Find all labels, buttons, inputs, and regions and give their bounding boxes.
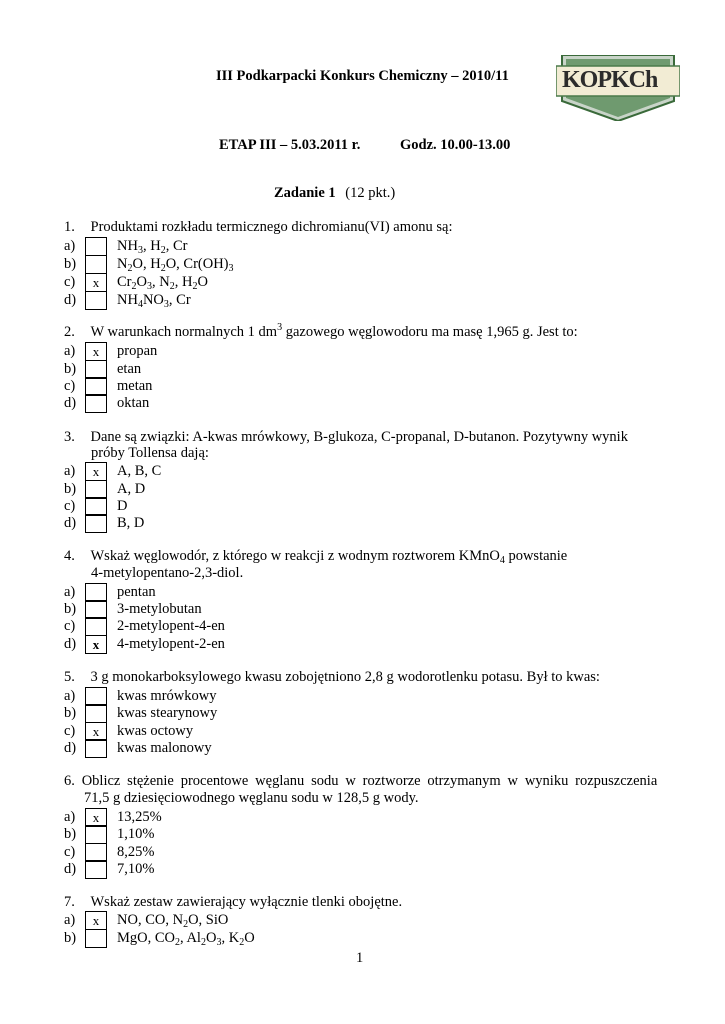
answer-label: b) <box>64 826 77 842</box>
question-4 <box>64 548 567 565</box>
answer-text: 2-metylopent-4-en <box>117 618 225 634</box>
answer-label: a) <box>64 238 76 254</box>
answer-checkbox[interactable] <box>85 929 107 948</box>
answer-label: b) <box>64 481 77 497</box>
question-text-line1: Dane są związki: A-kwas mrówkowy, B-glukoza, C-propanal, D-butanon. Pozytywny wynik <box>90 429 628 445</box>
answer-label: b) <box>64 256 77 272</box>
answer-checkbox[interactable] <box>85 255 107 274</box>
question-number: 6. <box>64 773 75 789</box>
answer-checkbox[interactable] <box>85 291 107 310</box>
question-number: 2. <box>64 324 75 340</box>
answer-text: kwas octowy <box>117 723 194 739</box>
answer-label: c) <box>64 723 76 739</box>
answer-text: NO, CO, $N_2O$, SiO <box>117 912 229 930</box>
answer-label: d) <box>64 292 77 308</box>
answer-checkbox[interactable] <box>85 394 107 413</box>
answer-text: oktan <box>117 395 150 411</box>
answer-checkbox[interactable] <box>85 514 107 533</box>
question-number: 4. <box>64 548 75 564</box>
answer-label: a) <box>64 584 76 600</box>
question-text-line1: Wskaż węglowodór, z którego w reakcji z wodnym roztworem KMnO$_4$ powstanie <box>90 548 568 566</box>
answer-label: c) <box>64 378 76 394</box>
answer-checkbox[interactable]: x <box>85 273 107 292</box>
question-number: 3. <box>64 429 75 445</box>
answer-label: a) <box>64 809 76 825</box>
question-6 <box>64 773 657 790</box>
answer-checkbox[interactable] <box>85 617 107 636</box>
question-text: W warunkach normalnych 1 $dm^3$ gazowego węglowodoru ma masę 1,965 g. Jest to: <box>90 322 578 340</box>
answer-text: MgO, $CO_2$, $Al_2O_3$, $K_2O$ <box>117 930 255 948</box>
answer-text: A, D <box>117 481 146 497</box>
answer-text: 3-metylobutan <box>117 601 202 617</box>
answer-text: metan <box>117 378 153 394</box>
question-6-line2: 71,5 g dziesięciowodnego węglanu sodu w 128,5 g wody. <box>84 790 419 806</box>
answer-text: etan <box>117 361 142 377</box>
stage-label: ETAP III – 5.03.2011 r. <box>219 137 361 153</box>
answer-label: c) <box>64 274 76 290</box>
answer-text: $N_2O$, $H_2O$, $Cr(OH)_3$ <box>117 256 234 274</box>
logo-text: KOPKCh <box>562 67 658 93</box>
answer-text: $NH_4NO_3$, Cr <box>117 292 191 310</box>
answer-label: c) <box>64 498 76 514</box>
answer-text: 4-metylopent-2-en <box>117 636 225 652</box>
answer-label: c) <box>64 844 76 860</box>
answer-checkbox[interactable] <box>85 739 107 758</box>
answer-label: b) <box>64 705 77 721</box>
answer-label: a) <box>64 912 76 928</box>
question-1 <box>64 219 453 236</box>
answer-label: d) <box>64 395 77 411</box>
kopkch-logo <box>556 55 680 121</box>
question-text: Wskaż zestaw zawierający wyłącznie tlenki obojętne. <box>90 894 403 910</box>
question-4-line2: 4-metylopentano-2,3-diol. <box>91 565 244 581</box>
question-3-line2: próby Tollensa dają: <box>91 445 209 461</box>
answer-text: 1,10% <box>117 826 155 842</box>
time-label: Godz. 10.00-13.00 <box>400 137 511 153</box>
answer-label: c) <box>64 618 76 634</box>
answer-checkbox[interactable]: x <box>85 462 107 481</box>
question-3 <box>64 429 628 446</box>
answer-checkbox[interactable]: x <box>85 635 107 654</box>
answer-checkbox[interactable]: x <box>85 911 107 930</box>
answer-text: pentan <box>117 584 156 600</box>
question-number: 7. <box>64 894 75 910</box>
answer-checkbox[interactable] <box>85 825 107 844</box>
answer-checkbox[interactable]: x <box>85 808 107 827</box>
answer-label: d) <box>64 515 77 531</box>
answer-label: d) <box>64 740 77 756</box>
page-title: III Podkarpacki Konkurs Chemiczny – 2010/11 <box>216 68 509 84</box>
question-7 <box>64 894 402 911</box>
answer-label: a) <box>64 343 76 359</box>
answer-label: d) <box>64 861 77 877</box>
answer-label: d) <box>64 636 77 652</box>
answer-label: b) <box>64 930 77 946</box>
answer-checkbox[interactable]: x <box>85 342 107 361</box>
answer-text: kwas malonowy <box>117 740 212 756</box>
answer-text: propan <box>117 343 158 359</box>
answer-label: a) <box>64 688 76 704</box>
answer-label: a) <box>64 463 76 479</box>
task-points: (12 pkt.) <box>345 185 396 201</box>
answer-checkbox[interactable] <box>85 237 107 256</box>
answer-label: b) <box>64 361 77 377</box>
question-5 <box>64 669 600 686</box>
page-number: 1 <box>356 950 364 966</box>
question-text: Produktami rozkładu termicznego dichromianu(VI) amonu są: <box>90 219 453 235</box>
answer-text: D <box>117 498 128 514</box>
answer-text: kwas stearynowy <box>117 705 218 721</box>
answer-label: b) <box>64 601 77 617</box>
question-number: 1. <box>64 219 75 235</box>
answer-text: B, D <box>117 515 145 531</box>
answer-text: A, B, C <box>117 463 162 479</box>
question-text: 3 g monokarboksylowego kwasu zobojętniono 2,8 g wodorotlenku potasu. Był to kwas: <box>90 669 600 685</box>
answer-text: 13,25% <box>117 809 162 825</box>
answer-checkbox[interactable]: x <box>85 722 107 741</box>
answer-text: $Cr_2O_3$, $N_2$, $H_2O$ <box>117 274 208 292</box>
question-2 <box>64 324 578 341</box>
answer-text: kwas mrówkowy <box>117 688 217 704</box>
answer-checkbox[interactable] <box>85 704 107 723</box>
task-heading <box>274 185 395 202</box>
task-title: Zadanie 1 <box>274 185 336 201</box>
answer-text: 7,10% <box>117 861 155 877</box>
question-text-line1: Oblicz stężenie procentowe węglanu sodu w roztworze otrzymanym w wyniku rozpuszczenia <box>81 773 658 789</box>
answer-checkbox[interactable] <box>85 860 107 879</box>
answer-text: 8,25% <box>117 844 155 860</box>
question-number: 5. <box>64 669 75 685</box>
answer-text: $NH_3$, $H_2$, Cr <box>117 238 188 256</box>
